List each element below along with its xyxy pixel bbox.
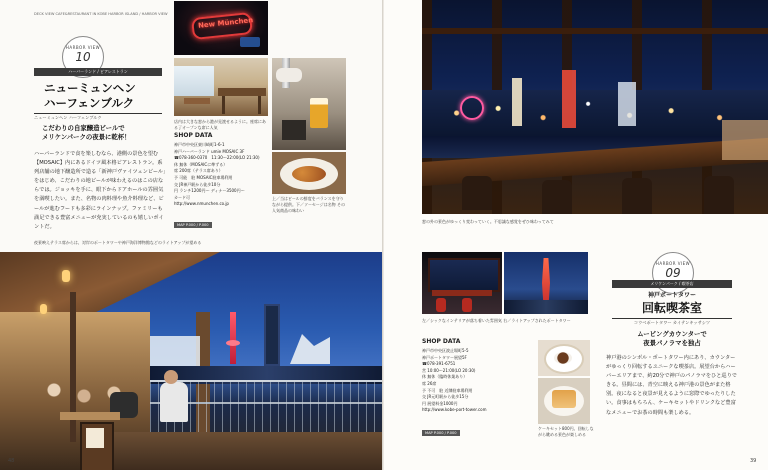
shop-line: 円 展望料金1000円 [422, 400, 458, 406]
neon-sign-text: New München [197, 16, 254, 30]
shop-name [44, 81, 136, 111]
divider [612, 318, 732, 319]
window-night-view-photo [422, 0, 768, 214]
shop-line: 予 不可 駐 近隣駐車場利用 [422, 387, 473, 393]
terrace-night-photo [0, 252, 384, 470]
sausage-dish-photo [272, 152, 346, 194]
article-body: 神戸港のシンボル・ポートタワー内にあり、カウンターがゆっくり回転するユニークな喫茶店。展望台からハーバーエリアまで、約20分で神戸のパノラマをひと巡りできる。昼間には、青空に映える神戸港の景色がまた格別。夜になると夜景が見えるように窓際でゆったりしたい。食事はもちろん、ケーキセットやドリンクなど豊富なメニューでお茶の時間も楽しめる。 [606, 355, 737, 416]
catch-line1: ムービングカウンターで [637, 330, 707, 338]
badge-title: HARBOR VIEW [655, 261, 691, 266]
shop-line: 神戸市中央区東川崎町1-6-1 [174, 142, 225, 147]
shop-url-link[interactable]: http://www.kobe-port-tower.com [422, 407, 487, 413]
port-tower [230, 312, 236, 364]
badge-title: HARBOR VIEW [65, 45, 101, 50]
category-label: ハーバーランド / ビアレストラン [34, 68, 162, 76]
page-number: 39 [750, 458, 757, 464]
coffee-photo [538, 340, 590, 376]
shop-line: 席 26席 [422, 380, 437, 386]
shop-data-list [174, 142, 270, 208]
shop-data-list [422, 348, 532, 414]
shop-data-title: SHOP DATA [174, 132, 213, 139]
catch-line1: こだわりの自家醸造ビールで [42, 124, 125, 132]
shop-line: 交 JR元町駅から徒歩15分 [422, 394, 469, 400]
shop-line: 神戸ポートタワー展望5F [422, 354, 467, 360]
running-header: DECK VIEW CAFE&RESTAURANT IN KOBE HARBOR ISLAND / HARBOR VIEW [34, 12, 168, 16]
shop-name [612, 292, 732, 316]
catch-copy [42, 124, 131, 143]
shop-line: ☎078-360-0370 11:30〜22:00(LO 21:30) [174, 155, 260, 161]
shop-line: 予 可能 駐 MOSAIC駐車場利用 [174, 174, 233, 180]
food-photo-caption: 上／当はビールの鮮度をバランスを守りながら提供。下／ソーセージは名物 その人気商品の味わい [272, 196, 345, 213]
page-number: 48 [8, 458, 15, 464]
shop-line: 交 JR神戸駅から徒歩10分 [174, 181, 221, 187]
catch-line2: 夜景パノラマを独占 [643, 339, 701, 348]
shop-name-line2: 回転喫茶室 [641, 301, 702, 316]
shop-line: ☎078-391-6751 [422, 361, 456, 367]
shop-line: 席 200席（テラス席あり） [174, 168, 223, 174]
shop-data-title: SHOP DATA [422, 338, 461, 345]
cafe-interior-photo [422, 252, 502, 314]
shop-line: 営 10:00〜21:00(LO 20:30) [422, 367, 476, 373]
category-label: メリケンパーク / 喫茶店 [612, 280, 732, 288]
catch-line2: メリケンパークの夜景に乾杯！ [42, 133, 131, 142]
shop-name-line1: ニューミュンヘン [44, 81, 136, 95]
shop-line: 神戸市中央区波止場町5-5 [422, 348, 469, 353]
port-tower-photo [504, 252, 588, 314]
tower-photos-caption: 左／シックなインテリアが落ち着いた雰囲気 右／ライトアップされたポートタワー [422, 318, 571, 323]
shop-subname: ニューミュンヘン ハーフェンブルク [34, 115, 102, 120]
shop-line: 休 無休（臨時休業あり） [422, 374, 468, 380]
food-photo-caption: ケーキセット800円。回転しながら眺める景色が楽しめる [538, 426, 594, 437]
map-tag: MAP P.000 / P.000 [174, 222, 212, 228]
beer-tap-photo [272, 58, 346, 150]
interior-photo [174, 58, 268, 116]
shop-url-link[interactable]: http://www.nmunchen.co.jp [174, 201, 229, 207]
article-body: ハーバーランドで食を楽しむなら、港側の景色を望む【MOSAIC】内にあるドイツ風本格ビアレストラン。系列店舗の地下醸造所で造る「新神戸ヴァイツェンビール」をはじめ、こだわりの地ビールが味わえるのはこの店ならでは。ジョッキを手に、眼下からドアホールの雰囲気を満喫したい。また、名物の肉料理や魚介料理など、ビールが進むフードも多彩にラインナップ。ファミリーも満足できる豊富メニューが充実しているのも嬉しいポイントだ。 [34, 151, 166, 230]
window-photo-caption: 窓の外の景色がゆっくり変わっていく。不思議な感覚をぜひ味わってみて [422, 219, 554, 224]
shop-name-line1: 神戸ポートタワー [647, 292, 696, 299]
right-page [384, 0, 768, 470]
terrace-caption: 夜景映えテラス席からは、対岸のポートタワーや神戸海洋博物館などのライトアップが望める [34, 240, 202, 245]
cake-photo [538, 378, 590, 424]
interior-photo-caption: 店内は大きな窓から港が見渡せるように。座席にある了オープンな席に人気 [174, 119, 266, 130]
neon-sign-photo [174, 1, 268, 55]
catch-copy [612, 330, 732, 349]
shop-line: 休 無休（MOSAICに準ずる） [174, 161, 228, 167]
badge-number: 09 [665, 266, 681, 280]
shop-line: カード可 [174, 194, 190, 200]
shop-subname: コウベポートタワー カイテンキッサシツ [633, 320, 711, 325]
shop-line: 円 ランチ1200円〜 ディナー3500円〜 [174, 188, 245, 194]
badge-number: 10 [75, 50, 91, 64]
divider [34, 113, 162, 114]
shop-line: 神戸ハーバーランド umie MOSAIC 3F [174, 148, 245, 154]
map-tag: MAP P.000 / P.000 [422, 430, 460, 436]
shop-name-line2: ハーフェンブルク [44, 95, 135, 110]
